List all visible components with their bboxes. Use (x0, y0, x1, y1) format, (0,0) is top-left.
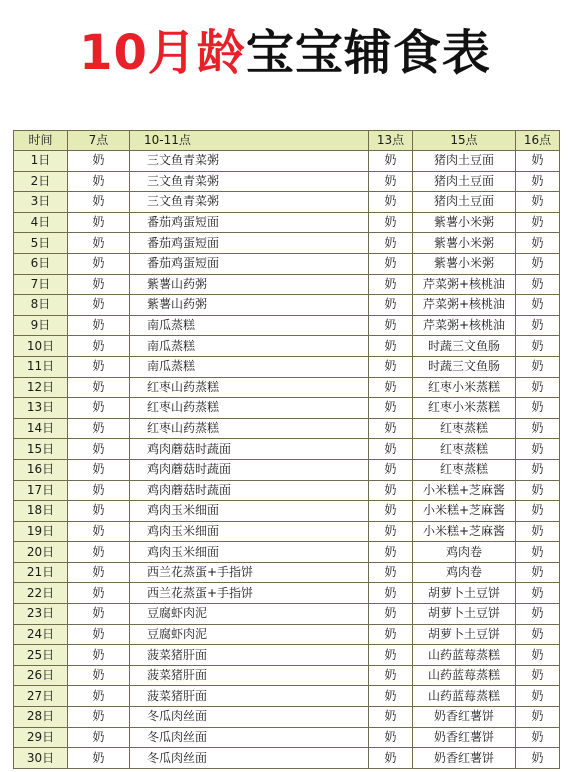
cell-7: 奶 (68, 604, 130, 625)
page-title (0, 22, 570, 84)
cell-10-11: 紫薯山药粥 (130, 295, 369, 316)
cell-15: 胡萝卜土豆饼 (413, 624, 516, 645)
cell-7: 奶 (68, 521, 130, 542)
cell-15: 红枣蒸糕 (413, 439, 516, 460)
cell-date: 16日 (14, 459, 68, 480)
cell-16: 奶 (516, 253, 560, 274)
cell-16: 奶 (516, 295, 560, 316)
cell-date: 26日 (14, 665, 68, 686)
cell-13: 奶 (369, 398, 413, 419)
cell-16: 奶 (516, 727, 560, 748)
cell-7: 奶 (68, 624, 130, 645)
cell-date: 2日 (14, 171, 68, 192)
cell-16: 奶 (516, 521, 560, 542)
header-7: 7点 (68, 131, 130, 151)
table-row (14, 192, 560, 213)
cell-7: 奶 (68, 151, 130, 172)
cell-date: 25日 (14, 645, 68, 666)
cell-13: 奶 (369, 192, 413, 213)
cell-13: 奶 (369, 748, 413, 769)
cell-13: 奶 (369, 459, 413, 480)
cell-10-11: 南瓜蒸糕 (130, 336, 369, 357)
cell-date: 17日 (14, 480, 68, 501)
table-row (14, 686, 560, 707)
table-row (14, 748, 560, 769)
cell-15: 山药蓝莓蒸糕 (413, 645, 516, 666)
cell-13: 奶 (369, 253, 413, 274)
cell-13: 奶 (369, 439, 413, 460)
cell-date: 18日 (14, 501, 68, 522)
table-row (14, 727, 560, 748)
cell-10-11: 紫薯山药粥 (130, 274, 369, 295)
cell-15: 紫薯小米粥 (413, 253, 516, 274)
cell-15: 胡萝卜土豆饼 (413, 604, 516, 625)
cell-13: 奶 (369, 727, 413, 748)
cell-13: 奶 (369, 707, 413, 728)
cell-13: 奶 (369, 212, 413, 233)
table-row (14, 233, 560, 254)
cell-15: 紫薯小米粥 (413, 233, 516, 254)
cell-7: 奶 (68, 295, 130, 316)
cell-13: 奶 (369, 521, 413, 542)
cell-7: 奶 (68, 459, 130, 480)
cell-7: 奶 (68, 192, 130, 213)
cell-10-11: 鸡肉蘑菇时蔬面 (130, 439, 369, 460)
cell-7: 奶 (68, 439, 130, 460)
cell-15: 猪肉土豆面 (413, 192, 516, 213)
cell-13: 奶 (369, 645, 413, 666)
cell-date: 7日 (14, 274, 68, 295)
table-row (14, 583, 560, 604)
cell-7: 奶 (68, 418, 130, 439)
cell-13: 奶 (369, 480, 413, 501)
cell-15: 芹菜粥+核桃油 (413, 295, 516, 316)
cell-15: 奶香红薯饼 (413, 707, 516, 728)
cell-date: 30日 (14, 748, 68, 769)
cell-16: 奶 (516, 192, 560, 213)
cell-date: 15日 (14, 439, 68, 460)
table-row (14, 418, 560, 439)
cell-date: 14日 (14, 418, 68, 439)
cell-10-11: 冬瓜肉丝面 (130, 707, 369, 728)
cell-13: 奶 (369, 583, 413, 604)
cell-15: 鸡肉卷 (413, 562, 516, 583)
table-row (14, 253, 560, 274)
cell-15: 红枣小米蒸糕 (413, 377, 516, 398)
table-row (14, 398, 560, 419)
cell-7: 奶 (68, 480, 130, 501)
cell-date: 11日 (14, 356, 68, 377)
cell-10-11: 红枣山药蒸糕 (130, 418, 369, 439)
cell-10-11: 冬瓜肉丝面 (130, 748, 369, 769)
cell-16: 奶 (516, 315, 560, 336)
cell-date: 29日 (14, 727, 68, 748)
cell-16: 奶 (516, 748, 560, 769)
table-row (14, 562, 560, 583)
cell-15: 山药蓝莓蒸糕 (413, 686, 516, 707)
cell-13: 奶 (369, 665, 413, 686)
cell-7: 奶 (68, 336, 130, 357)
cell-date: 8日 (14, 295, 68, 316)
cell-10-11: 鸡肉玉米细面 (130, 542, 369, 563)
cell-date: 23日 (14, 604, 68, 625)
cell-13: 奶 (369, 377, 413, 398)
cell-15: 猪肉土豆面 (413, 171, 516, 192)
cell-7: 奶 (68, 398, 130, 419)
cell-7: 奶 (68, 562, 130, 583)
cell-10-11: 红枣山药蒸糕 (130, 377, 369, 398)
cell-16: 奶 (516, 686, 560, 707)
cell-date: 21日 (14, 562, 68, 583)
cell-date: 5日 (14, 233, 68, 254)
cell-date: 27日 (14, 686, 68, 707)
cell-16: 奶 (516, 645, 560, 666)
cell-10-11: 鸡肉玉米细面 (130, 501, 369, 522)
cell-16: 奶 (516, 459, 560, 480)
cell-10-11: 鸡肉蘑菇时蔬面 (130, 480, 369, 501)
cell-7: 奶 (68, 583, 130, 604)
table-row (14, 356, 560, 377)
cell-13: 奶 (369, 233, 413, 254)
cell-7: 奶 (68, 501, 130, 522)
cell-13: 奶 (369, 336, 413, 357)
cell-16: 奶 (516, 418, 560, 439)
cell-7: 奶 (68, 315, 130, 336)
cell-13: 奶 (369, 542, 413, 563)
header-date: 时间 (14, 131, 68, 151)
meal-schedule-table (13, 130, 560, 769)
cell-15: 红枣蒸糕 (413, 459, 516, 480)
cell-16: 奶 (516, 377, 560, 398)
cell-10-11: 西兰花蒸蛋+手指饼 (130, 583, 369, 604)
header-10-11: 10-11点 (130, 131, 369, 151)
cell-13: 奶 (369, 295, 413, 316)
cell-10-11: 番茄鸡蛋短面 (130, 233, 369, 254)
table-row (14, 212, 560, 233)
cell-16: 奶 (516, 151, 560, 172)
cell-13: 奶 (369, 624, 413, 645)
cell-16: 奶 (516, 336, 560, 357)
cell-15: 猪肉土豆面 (413, 151, 516, 172)
table-row (14, 151, 560, 172)
header-15: 15点 (413, 131, 516, 151)
cell-date: 28日 (14, 707, 68, 728)
cell-16: 奶 (516, 665, 560, 686)
cell-date: 24日 (14, 624, 68, 645)
table-row (14, 295, 560, 316)
cell-13: 奶 (369, 418, 413, 439)
cell-15: 胡萝卜土豆饼 (413, 583, 516, 604)
cell-15: 红枣蒸糕 (413, 418, 516, 439)
cell-10-11: 三文鱼青菜粥 (130, 171, 369, 192)
cell-15: 小米糕+芝麻酱 (413, 480, 516, 501)
header-13: 13点 (369, 131, 413, 151)
cell-10-11: 南瓜蒸糕 (130, 356, 369, 377)
cell-date: 9日 (14, 315, 68, 336)
cell-16: 奶 (516, 480, 560, 501)
cell-10-11: 豆腐虾肉泥 (130, 604, 369, 625)
table-row (14, 501, 560, 522)
cell-13: 奶 (369, 356, 413, 377)
cell-16: 奶 (516, 439, 560, 460)
cell-date: 12日 (14, 377, 68, 398)
cell-7: 奶 (68, 253, 130, 274)
table-row (14, 459, 560, 480)
cell-16: 奶 (516, 171, 560, 192)
cell-15: 芹菜粥+核桃油 (413, 274, 516, 295)
cell-15: 奶香红薯饼 (413, 727, 516, 748)
cell-15: 小米糕+芝麻酱 (413, 501, 516, 522)
table-row (14, 604, 560, 625)
cell-7: 奶 (68, 356, 130, 377)
cell-7: 奶 (68, 727, 130, 748)
cell-16: 奶 (516, 274, 560, 295)
cell-10-11: 番茄鸡蛋短面 (130, 212, 369, 233)
cell-10-11: 三文鱼青菜粥 (130, 192, 369, 213)
cell-10-11: 番茄鸡蛋短面 (130, 253, 369, 274)
cell-16: 奶 (516, 707, 560, 728)
cell-15: 山药蓝莓蒸糕 (413, 665, 516, 686)
cell-13: 奶 (369, 171, 413, 192)
cell-10-11: 菠菜猪肝面 (130, 645, 369, 666)
cell-16: 奶 (516, 542, 560, 563)
cell-16: 奶 (516, 356, 560, 377)
cell-7: 奶 (68, 171, 130, 192)
cell-16: 奶 (516, 604, 560, 625)
cell-15: 芹菜粥+核桃油 (413, 315, 516, 336)
cell-date: 3日 (14, 192, 68, 213)
cell-13: 奶 (369, 151, 413, 172)
cell-15: 红枣小米蒸糕 (413, 398, 516, 419)
cell-10-11: 菠菜猪肝面 (130, 665, 369, 686)
cell-13: 奶 (369, 604, 413, 625)
cell-date: 6日 (14, 253, 68, 274)
cell-date: 13日 (14, 398, 68, 419)
cell-10-11: 鸡肉蘑菇时蔬面 (130, 459, 369, 480)
cell-7: 奶 (68, 274, 130, 295)
table-row (14, 439, 560, 460)
title-age: 10月龄 (79, 25, 246, 81)
cell-10-11: 菠菜猪肝面 (130, 686, 369, 707)
cell-7: 奶 (68, 748, 130, 769)
table-row (14, 521, 560, 542)
cell-15: 小米糕+芝麻酱 (413, 521, 516, 542)
table-row (14, 645, 560, 666)
table-header-row (14, 131, 560, 151)
cell-10-11: 西兰花蒸蛋+手指饼 (130, 562, 369, 583)
cell-7: 奶 (68, 212, 130, 233)
cell-date: 10日 (14, 336, 68, 357)
table-row (14, 336, 560, 357)
cell-7: 奶 (68, 377, 130, 398)
cell-10-11: 南瓜蒸糕 (130, 315, 369, 336)
cell-7: 奶 (68, 686, 130, 707)
cell-date: 4日 (14, 212, 68, 233)
cell-13: 奶 (369, 501, 413, 522)
cell-16: 奶 (516, 212, 560, 233)
cell-15: 奶香红薯饼 (413, 748, 516, 769)
cell-date: 1日 (14, 151, 68, 172)
cell-13: 奶 (369, 315, 413, 336)
table-row (14, 480, 560, 501)
cell-7: 奶 (68, 542, 130, 563)
cell-13: 奶 (369, 562, 413, 583)
cell-7: 奶 (68, 707, 130, 728)
title-subject: 宝宝辅食表 (245, 25, 491, 81)
cell-date: 20日 (14, 542, 68, 563)
cell-13: 奶 (369, 274, 413, 295)
table-row (14, 315, 560, 336)
cell-7: 奶 (68, 665, 130, 686)
cell-10-11: 鸡肉玉米细面 (130, 521, 369, 542)
cell-7: 奶 (68, 233, 130, 254)
cell-date: 22日 (14, 583, 68, 604)
meal-schedule-table-wrapper (13, 130, 559, 769)
table-row (14, 377, 560, 398)
cell-16: 奶 (516, 233, 560, 254)
table-row (14, 707, 560, 728)
cell-10-11: 三文鱼青菜粥 (130, 151, 369, 172)
cell-16: 奶 (516, 562, 560, 583)
cell-7: 奶 (68, 645, 130, 666)
cell-15: 鸡肉卷 (413, 542, 516, 563)
cell-15: 时蔬三文鱼肠 (413, 356, 516, 377)
cell-10-11: 豆腐虾肉泥 (130, 624, 369, 645)
cell-16: 奶 (516, 624, 560, 645)
cell-15: 紫薯小米粥 (413, 212, 516, 233)
table-row (14, 624, 560, 645)
cell-date: 19日 (14, 521, 68, 542)
table-row (14, 274, 560, 295)
cell-10-11: 冬瓜肉丝面 (130, 727, 369, 748)
cell-15: 时蔬三文鱼肠 (413, 336, 516, 357)
table-row (14, 542, 560, 563)
cell-13: 奶 (369, 686, 413, 707)
cell-16: 奶 (516, 501, 560, 522)
cell-16: 奶 (516, 398, 560, 419)
table-row (14, 171, 560, 192)
header-16: 16点 (516, 131, 560, 151)
table-row (14, 665, 560, 686)
cell-16: 奶 (516, 583, 560, 604)
cell-10-11: 红枣山药蒸糕 (130, 398, 369, 419)
